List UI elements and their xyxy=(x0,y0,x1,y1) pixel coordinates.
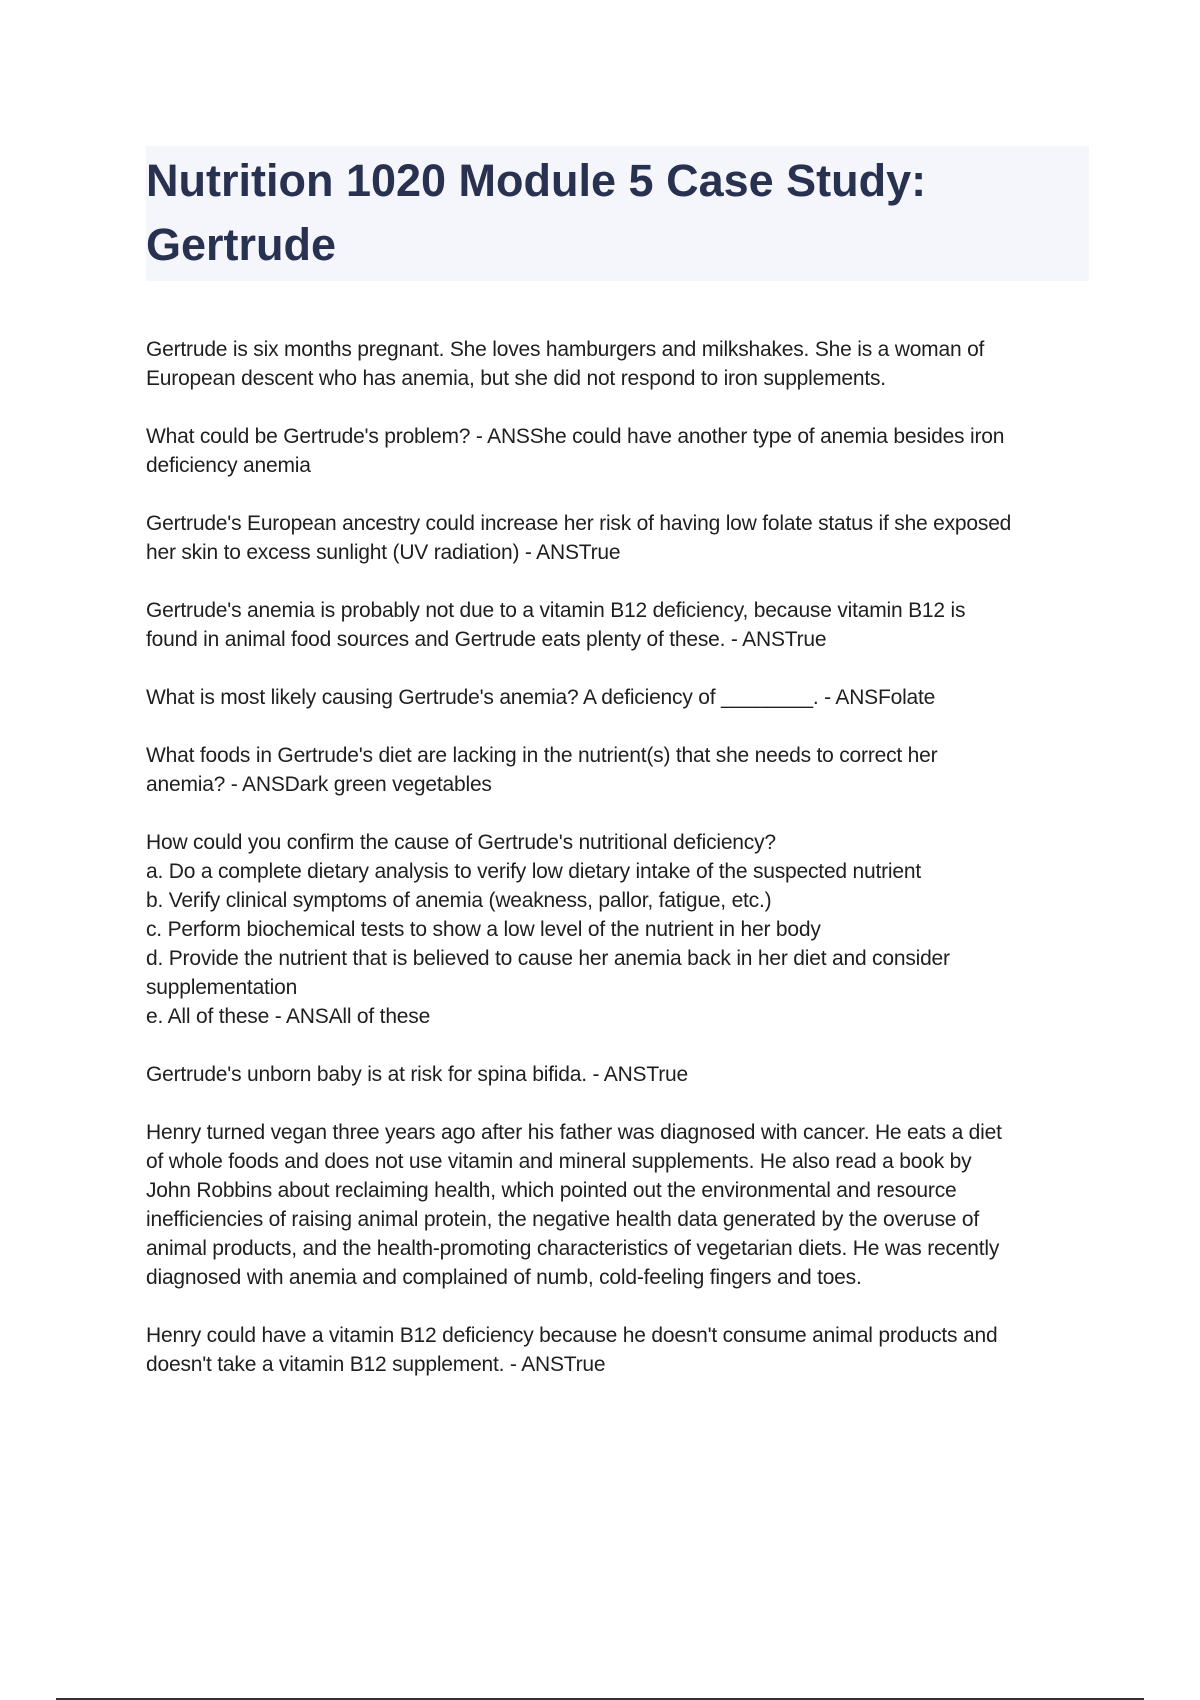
paragraph xyxy=(146,596,1091,654)
text-line: inefficiencies of raising animal protein, the negative health data generated by the overuse of xyxy=(146,1208,980,1231)
text-line: Gertrude's anemia is probably not due to a vitamin B12 deficiency, because vitamin B12 is xyxy=(146,599,966,622)
text-line: Henry could have a vitamin B12 deficiency because he doesn't consume animal products and xyxy=(146,1324,998,1347)
paragraph xyxy=(146,422,1091,480)
paragraph xyxy=(146,1118,1091,1292)
document-title xyxy=(146,149,1089,277)
title-line: Nutrition 1020 Module 5 Case Study: xyxy=(146,155,927,206)
paragraph xyxy=(146,741,1091,799)
text-line: What foods in Gertrude's diet are lacking in the nutrient(s) that she needs to correct her xyxy=(146,744,938,767)
text-line: c. Perform biochemical tests to show a low level of the nutrient in her body xyxy=(146,918,821,941)
text-line: How could you confirm the cause of Gertrude's nutritional deficiency? xyxy=(146,831,776,854)
text-line: supplementation xyxy=(146,976,298,999)
paragraph xyxy=(146,683,1091,712)
title-line: Gertrude xyxy=(146,219,337,270)
text-line: John Robbins about reclaiming health, which pointed out the environmental and resource xyxy=(146,1179,957,1202)
text-line: Gertrude is six months pregnant. She loves hamburgers and milkshakes. She is a woman of xyxy=(146,338,985,361)
text-line: of whole foods and does not use vitamin and mineral supplements. He also read a book by xyxy=(146,1150,972,1173)
text-line: a. Do a complete dietary analysis to verify low dietary intake of the suspected nutrient xyxy=(146,860,921,883)
text-line: e. All of these - ANSAll of these xyxy=(146,1005,431,1028)
text-line: What is most likely causing Gertrude's anemia? A deficiency of ________. - ANSFolate xyxy=(146,686,936,709)
paragraph xyxy=(146,1060,1091,1089)
text-line: diagnosed with anemia and complained of numb, cold-feeling fingers and toes. xyxy=(146,1266,862,1289)
text-line: animal products, and the health-promoting characteristics of vegetarian diets. He was recently xyxy=(146,1237,1000,1260)
title-banner xyxy=(146,146,1089,281)
text-line: found in animal food sources and Gertrude eats plenty of these. - ANSTrue xyxy=(146,628,827,651)
paragraph xyxy=(146,509,1091,567)
text-line: European descent who has anemia, but she did not respond to iron supplements. xyxy=(146,367,886,390)
text-line: deficiency anemia xyxy=(146,454,311,477)
text-line: Gertrude's unborn baby is at risk for spina bifida. - ANSTrue xyxy=(146,1063,688,1086)
paragraph xyxy=(146,828,1091,1031)
document-body xyxy=(146,335,1091,1408)
paragraph xyxy=(146,335,1091,393)
text-line: b. Verify clinical symptoms of anemia (weakness, pallor, fatigue, etc.) xyxy=(146,889,772,912)
text-line: Gertrude's European ancestry could increase her risk of having low folate status if she exposed xyxy=(146,512,1012,535)
text-line: What could be Gertrude's problem? - ANSShe could have another type of anemia besides iron xyxy=(146,425,1005,448)
text-line: anemia? - ANSDark green vegetables xyxy=(146,773,492,796)
text-line: Henry turned vegan three years ago after his father was diagnosed with cancer. He eats a diet xyxy=(146,1121,1002,1144)
text-line: doesn't take a vitamin B12 supplement. - ANSTrue xyxy=(146,1353,606,1376)
text-line: her skin to excess sunlight (UV radiation) - ANSTrue xyxy=(146,541,621,564)
paragraph xyxy=(146,1321,1091,1379)
text-line: d. Provide the nutrient that is believed to cause her anemia back in her diet and consider xyxy=(146,947,950,970)
